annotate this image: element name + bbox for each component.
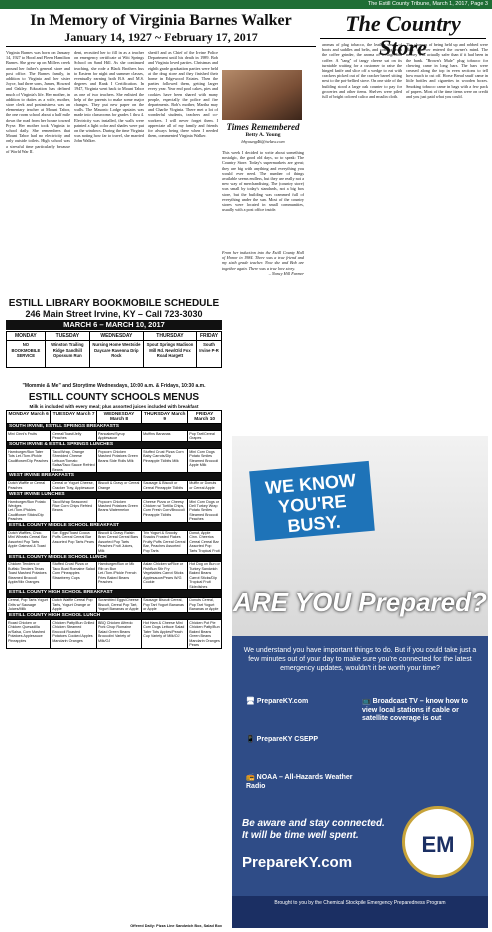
masthead-bar <box>0 0 492 9</box>
menu-section-label: SOUTH IRVINE & ESTILL SPRINGS LUNCHES <box>7 442 222 449</box>
menu-cell: Asian Chicken w/Rice or FishBun Stir Fry Vegetables Carrot Sticks Applesauce/Pears W/G Cookie <box>142 561 188 589</box>
table-row <box>7 499 222 523</box>
ad-question: ARE YOU Prepared? <box>233 587 487 617</box>
table-row <box>7 341 222 368</box>
menu-cell: Taco/Wrap Seasoned Rice Corn Chips Refried Beans <box>51 499 97 523</box>
menu-cell: Dutch Waffles, Choc. Mini Wheats Cereal Bar Assorted Pop Tarts Apple Oatmeal & Toast <box>7 530 51 554</box>
menu-cell: Scr. Eggs/Toast Cocoa Puffs Cereal Cereal Bar Assorted Pop Tarts Pears <box>51 530 97 554</box>
day-header: WEDNESDAY <box>89 332 143 341</box>
ad-url[interactable]: PrepareKY.com <box>242 854 353 871</box>
memorial-col-1: Virginia Barnes was born on January 14, 1927 to Hood and Fleen Hamilton Barnes. She grew up on Millers creek around her father's general store and post office. The Barnes family, in addition to Virginia and her sister Joyce, had three sons, James, Howard and Oakley. Education has defined much of Virginia's life. Her mother, in addition to duties as a wife, mother, store clerk and postmistress was an elementary teacher at Mount Tabor, the one room school about a half mile down the road from her house toward Pryse. Her mother took Virginia to school daily. She remembers that Mount Tabor had no electricity and only outside toilets. High school was a stressful time particularly because of World War II. <box>6 50 70 154</box>
menu-cell: Pop Tart/Cereal Grapes <box>188 431 222 442</box>
memorial-dates: January 14, 1927 ~ February 17, 2017 <box>64 30 258 44</box>
menu-cell: Cheese Pizza or Cheesy Chicken w/ Tortilla Chips, Corn Fresh Corn/Broccoli Pineapple Tidbits <box>142 499 188 523</box>
menu-cell: Biscuit & Gravy or Cereal Orange <box>96 480 141 491</box>
menu-cell: Cereal/Toast/Jelly Peaches <box>51 431 97 442</box>
radio-label: NOAA – All-Hazards Weather Radio <box>246 774 353 790</box>
quote-text: From her induction into the Estill County Hall of Honor in 1984. There was a true friend and my sixth grade teacher. Now she and Bob are together again. There was a true love story. <box>222 250 304 271</box>
menu-cell: Biscuit & Gravy Raisin Bran Cereal Cereal Bars Assorted Pop Tarts Peaches Fruit Juices, Milk <box>96 530 141 554</box>
menu-cell: Sausage Biscuit Cereal, Pop Tart Yogurt Bananas or Apple <box>142 597 188 612</box>
day-header: FRIDAY <box>197 332 222 341</box>
times-remembered-header <box>222 70 304 145</box>
school-menu-table <box>6 410 222 649</box>
school-menu-title: ESTILL COUNTY SCHOOLS MENUS <box>28 392 200 403</box>
menu-section-header <box>7 523 222 530</box>
day-header: MONDAY March 6 <box>7 411 51 424</box>
menu-cell: Chicken Pot Pie Chicken Patty/Bun Baked Beans Green Beans Mandarin Oranges Pears <box>189 620 220 647</box>
signature: – Nancy Hill Farmer <box>268 270 304 276</box>
menu-cell: Pancakes/Syrup Applesauce <box>96 431 141 442</box>
preparedness-ad <box>232 436 488 928</box>
table-header-row <box>7 411 222 424</box>
table-row <box>7 431 222 442</box>
table-row <box>7 561 222 589</box>
menu-cell: Muffin or Donuts or Cereal Apple <box>188 480 222 491</box>
country-store-col-1: aromas of plug tobacco, the leather smell of boots and saddles and belts, and coming from the coffee grinder, the aroma of freshground coffee. A "tang" of tangy cheese sat on its turntable waiting for a customer to raise the hinged knife and slice off a wedge to eat with crackers picked out of the cracker barrel sitting next to the pot-bellied stove. On one side of the building stood a large oak counter to pay for groceries and other items. Shelves were piled full of bright colored calico and muslin cloth. <box>322 42 402 100</box>
day-header: WEDNESDAY March 8 <box>96 411 141 424</box>
menu-section-label: ESTILL COUNTY HIGH SCHOOL LUNCH <box>7 613 222 620</box>
column-heading: Times Remembered <box>226 122 300 132</box>
csepp-label: PrepareKY CSEPP <box>256 736 319 743</box>
menu-cell: Hamburger/Bun or Mk Rib on Bun Let./Tom./Pickle French Fries Baked Beans Peaches <box>96 561 141 589</box>
menu-cell: Trix Yogurt & Snooky Snacks Frosted Flakes Fruity Puffs Cereal Cereal Bar, Peaches Assorted Pop Tarts <box>142 530 188 554</box>
school-menu-subtitle: Milk is included with every meal; plus assorted juices included with breakfast <box>29 404 199 409</box>
menu-cell: Donuts Cereal, Pop Tart Yogurt Bananas or Apple <box>188 597 222 612</box>
table-row <box>7 480 222 491</box>
menu-cell: Hot Ham & Cheese Mini Corn Dogs Lettuce Salad Tater Tots Apples/Peach Cup Variety of Milk/OJ <box>142 620 188 648</box>
masthead-text: The Estill County Tribune, March 1, 2017, Page 3 <box>367 1 488 7</box>
author-email[interactable]: bhyoung46@twlaw.com <box>241 138 285 144</box>
quote <box>222 250 304 290</box>
ad-headline: WE KNOW YOU'RE BUSY. <box>249 461 375 541</box>
ad-item-broadcast: 📺 Broadcast TV – know how to view local stations if cable or satellite coverage is out <box>362 698 468 722</box>
menu-footer-note: Offered Daily: Pizza Line Sandwich Box, Salad Box <box>130 924 222 928</box>
day-header: THURSDAY <box>143 332 196 341</box>
menu-section-label: ESTILL COUNTY MIDDLE SCHOOL BREAKFAST <box>7 523 222 530</box>
menu-section-label: SOUTH IRVINE, ESTILL SPRINGS BREAKFASTS <box>7 423 222 430</box>
menu-cell: BBQ Chicken Alfredo Pork Chop Romaine Salad Green Beans Broccolini Variety of Milk/OJ <box>96 620 141 648</box>
divider <box>320 38 486 39</box>
ad-item-website: 🖥 PrepareKY.com <box>246 698 309 705</box>
country-store-col-2: The chances of being held up and robbed were slim; it never entered the owner's mind. The money was actually safer than if it had been in the bank. "Brown's Mule" plug tobacco for chewing came in long bars. The bars were creased along the top in even sections to tell how much to cut off. Horse Bread snuff came in little bottles and cigarettes in wooden boxes. Smoking tobacco came in bags with a few pack of papers. Most of the time items were on credit and you just paid what you could. <box>406 42 488 100</box>
stop-cell: Spout Springs Madison Mill Rd. New/Old Fox Road Hargett <box>143 341 196 368</box>
country-store-title: The Country Store <box>345 11 461 60</box>
menu-cell: Donut, Apple Cinn. Cheerios Cereal Cereal Bar Assorted Pop Tarts Tropical Fruit <box>189 531 220 553</box>
menu-cell: Roast Chicken or Chicken Quesadilla w/Salsa, Corn Mashed Potatoes Applesauce Pineapples <box>7 620 51 648</box>
storytime-note: "Mommie & Me" and Storytime Wednesdays, 10:00 a.m. & Fridays, 10:30 a.m. <box>22 383 206 389</box>
day-header: TUESDAY March 7 <box>51 411 97 424</box>
byline: Betty A. Young <box>245 132 281 138</box>
menu-cell: Dutch Waffle or Cereal Peaches <box>7 480 51 491</box>
menu-cell: Muffins Bananas <box>142 431 188 442</box>
em-seal-logo: EM <box>402 806 474 878</box>
table-row <box>7 597 222 612</box>
table-row <box>7 530 222 554</box>
day-header: MONDAY <box>7 332 46 341</box>
stop-cell: Nursing Home Westside Daycare Ravenna Drip Rock <box>89 341 143 368</box>
memorial-col-3: sheriff and as Chief of the Irvine Police Department until his death in 1989. Bob and Virginia loved parties. Christmas and eighth grade graduation parties were held at the drug store and they finished their home in Edgewood Estates. Then the parties followed them, getting larger every year. Year end pool cakes, pies and cookies have been shared with many people, especially the police and fire departments. Bob's mother, Martha may and Charlie Virginia. There met a lot of wonderful students, teachers and co-workers. I will never forget them. I appreciate all of my family and friends for always being there when I needed them, commented Virginia Walker. <box>148 50 218 139</box>
menu-cell: Sausage & Biscuit or Cereal Pineapple Tidbits <box>142 480 188 491</box>
table-header-row <box>7 332 222 341</box>
stop-cell: NO BOOKMOBILE SERVICE <box>7 341 46 368</box>
day-header: THURSDAY March 9 <box>142 411 188 424</box>
day-header: TUESDAY <box>45 332 89 341</box>
ad-body: We understand you have important things to do. But if you could take just a few minutes out of your day to make sure you're connected for the latest emergency updates, wouldn't it be worth your time? <box>243 647 477 672</box>
menu-section-header <box>7 554 222 561</box>
menu-cell: Stuffed Crust Pizza or Taco Boat Romaine Salad Corn Pineapples Strawberry Cups <box>51 561 97 589</box>
author-photo <box>222 70 302 120</box>
menu-section-label: ESTILL COUNTY MIDDLE SCHOOL LUNCH <box>7 554 222 561</box>
menu-section-label: WEST IRVINE LUNCHES <box>7 491 222 498</box>
ad-item-radio: 📻 NOAA – All-Hazards Weather Radio <box>246 774 353 790</box>
stop-cell: South Irvine P-R <box>197 341 222 368</box>
menu-section-label: WEST IRVINE BREAKFASTS <box>7 473 222 480</box>
website-label: PrepareKY.com <box>256 698 309 705</box>
menu-cell: Cereal or Yogurt Cheese, Cracker Tray, Applesauce <box>51 480 97 491</box>
ad-item-csepp: 📱 PrepareKY CSEPP <box>246 736 319 743</box>
menu-cell: Scrambled Eggs/Cheese Biscuit, Cereal Pop Tart, Yogurt Bananas or Apple <box>96 597 141 612</box>
menu-section-header <box>7 590 222 597</box>
menu-cell: Hamburger/Bun Tater Tots Let./Tom./Pickle Cauliflower/Dip Peaches <box>7 449 51 473</box>
table-row <box>7 620 222 648</box>
menu-section-header <box>7 442 222 449</box>
menu-section-header <box>7 491 222 498</box>
ad-tagline: Be aware and stay connected. It will be time well spent. <box>242 818 385 841</box>
table-row <box>7 449 222 473</box>
menu-section-header <box>7 613 222 620</box>
menu-section-label: ESTILL COUNTY HIGH SCHOOL BREAKFAST <box>7 590 222 597</box>
times-remembered-body: This week I decided to write about something nostalgic, the good old days, so to speak: The Country Store. Today's supermarkets are great; they are big with anything and everything you would ever need. The number of things available seems endless, but they are really not a new way of merchandising. The (country store) was small by today's standards, not a big box store, but the building was crammed full of everything under the sun. Most of the country stores were located in small communities, usually with a post office inside. <box>222 150 304 213</box>
menu-cell: Mini Cinni's Fruits <box>7 431 51 442</box>
stop-cell: Winston Trailing Ridge Sandhill Opossum Run <box>45 341 89 368</box>
menu-cell: Mini Corn Dogs Potato Smiles Steamed Broccoli Apple Milk <box>188 449 222 473</box>
memorial-title: In Memory of Virginia Barnes Walker <box>30 12 292 29</box>
bookmobile-table <box>6 331 222 368</box>
menu-cell: Stuffed Crust Pizza Corn Baby Carrots/Dip Pineapple Tidbits Milk <box>142 449 188 473</box>
divider <box>6 46 316 47</box>
day-header: FRIDAY March 10 <box>188 411 222 424</box>
schedule-dates: MARCH 6 – MARCH 10, 2017 <box>6 320 222 330</box>
bookmobile-title: ESTILL LIBRARY BOOKMOBILE SCHEDULE <box>8 298 220 309</box>
menu-section-header <box>7 473 222 480</box>
ad-footer: Brought to you by the Chemical Stockpile Emergency Preparedness Program <box>232 896 488 928</box>
menu-cell: Chicken Tenders or Buffalo Tenders Texas Toast Mashed Potatoes Steamed Broccoli Apple/Mix Oranges <box>7 561 51 589</box>
menu-cell: Cereal, Pop Tarts Yogurt Grits w/ Sausage Juices/Milk <box>7 597 51 612</box>
menu-cell: Chicken Patty/Bun Grilled Chicken Steamed Broccoli Roasted Potatoes Cooked Apples Mandarin Oranges <box>51 620 97 648</box>
menu-cell: Taco/Wrap, Orange Shredded Cheese Lettuce/Tomato Salsa/Taco Sauce Refried Beans <box>52 449 95 472</box>
menu-cell: Hamburger/Bun Potato Wedges Let./Tom./Pickles Cauliflower Sticks/Dip Peaches <box>7 499 51 523</box>
menu-cell: Mini Corn Dogs or Deli Turkey Wrap Potato Smiles Steamed Broccoli Peaches <box>188 499 222 523</box>
menu-cell: Popcorn Chicken Mashed Potatoes Green Beans Side Rolls Milk <box>96 449 141 473</box>
menu-cell: Dutch Waffle Cereal Pop Tarts, Yogurt Orange or Apple <box>51 597 97 612</box>
menu-cell: Hot Dog on Bun or Turkey Sandwich Baked Beans Carrot Sticks/Dip Tropical Fruit Sidedishes <box>189 562 220 589</box>
menu-cell: Popcorn Chicken Mashed Potatoes Green Beans Watermelon <box>96 499 141 523</box>
memorial-col-2: dent, recruited her to fill in as a teacher on emergency certificate at Witt Springs School on Sand Hill. As she continued teaching, she rode a Black Brothers bus to Eastern for night and summer classes, eventually earning both B.S. and M.S. degrees and Rank I Certification. In 1947, Virginia went back to Mount Tabor as one of two teachers. She enlisted the help of the parents to make some major changes. They put new paper on the walls. The Masonic Lodge upstairs was made into classrooms for grades 1 thru 4. Electricity was installed, the walls were painted a light color and shades were put on the windows. During the time Virginia was noting how far to travel, she married John Walker. <box>74 50 144 144</box>
menu-section-header <box>7 423 222 430</box>
library-address: 246 Main Street Irvine, KY – Call 723-3030 <box>25 309 203 319</box>
broadcast-label: Broadcast TV – know how to view local stations if cable or satellite coverage is out <box>362 698 468 722</box>
